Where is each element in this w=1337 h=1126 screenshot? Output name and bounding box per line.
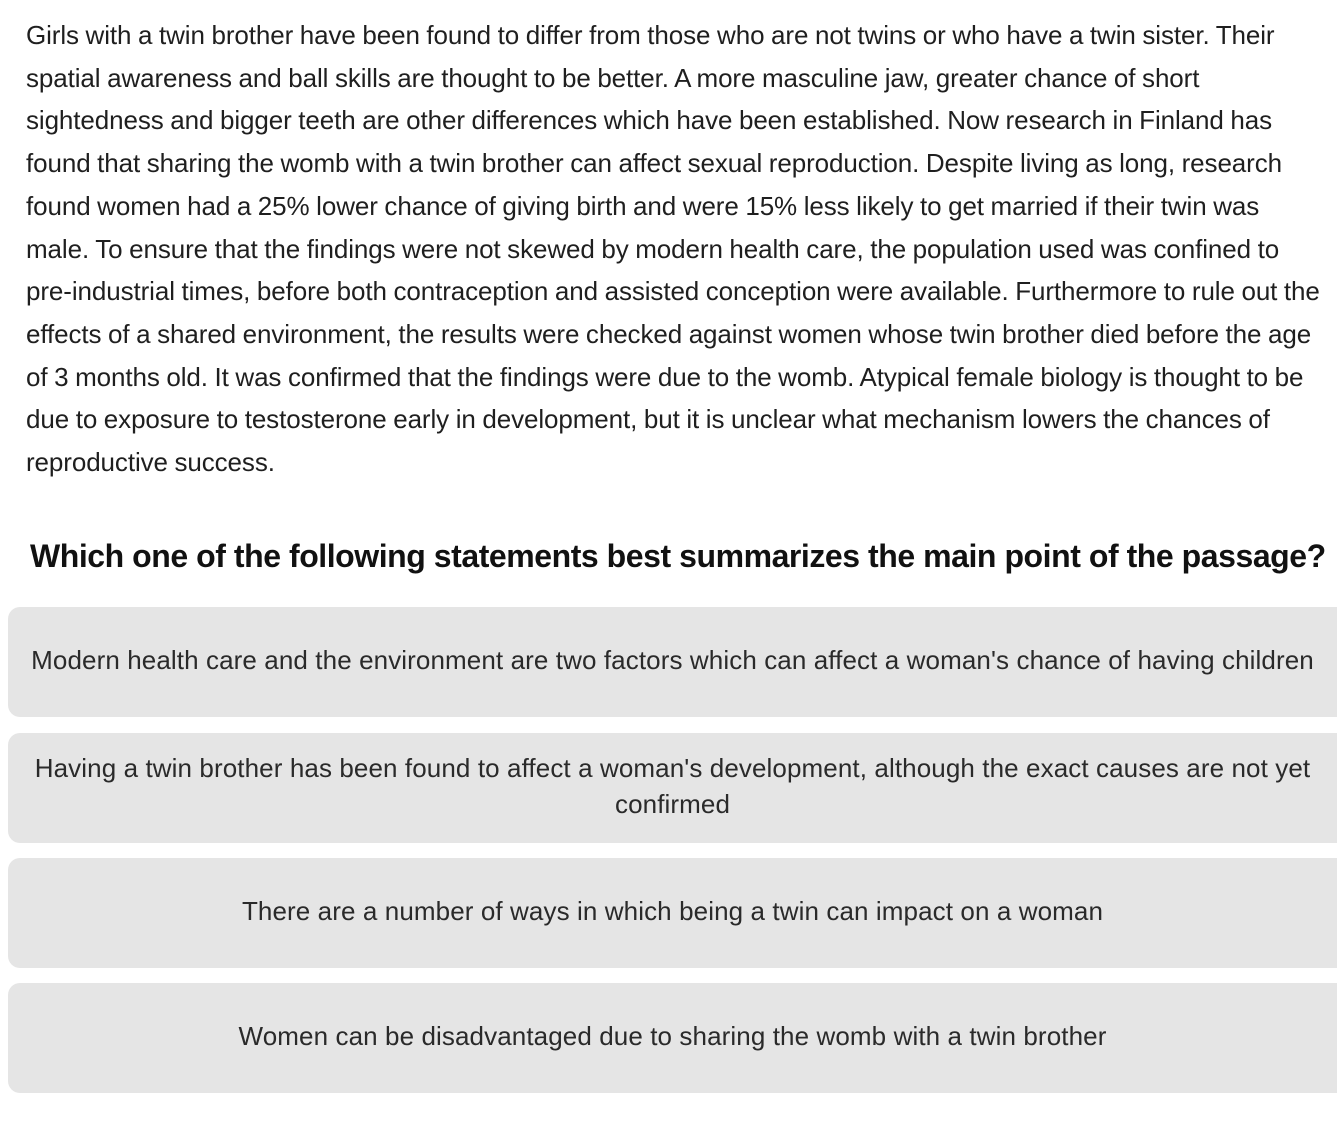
answer-option-label: Women can be disadvantaged due to sharing the womb with a twin brother bbox=[238, 1021, 1107, 1051]
question-prompt: Which one of the following statements best summarizes the main point of the passage? bbox=[30, 538, 1326, 574]
answer-option-label: There are a number of ways in which being a twin can impact on a woman bbox=[241, 896, 1104, 926]
answer-option-1[interactable] bbox=[8, 607, 1337, 717]
reading-passage: Girls with a twin brother have been found to differ from those who are not twins or who have a twin sister. Their spatial awareness and ball skills are thought to be better. A more masculine jaw, greater chance of short sightedness and bigger teeth are other differences which have been established. Now research in Finland has found that sharing the womb with a twin brother can affect sexual reproduction. Despite living as long, research found women had a 25% lower chance of giving birth and were 15% less likely to get married if their twin was male. To ensure that the findings were not skewed by modern health care, the population used was confined to pre-industrial times, before both contraception and assisted conception were available. Furthermore to rule out the effects of a shared environment, the results were checked against women whose twin brother died before the age of 3 months old. It was confirmed that the findings were due to the womb. Atypical female biology is thought to be due to exposure to testosterone early in development, but it is unclear what mechanism lowers the chances of reproductive success. bbox=[26, 20, 1320, 478]
answer-option-3[interactable] bbox=[8, 858, 1337, 968]
answer-option-label: Having a twin brother has been found to affect a woman's development, although the exact causes are not yet confirmed bbox=[34, 753, 1311, 819]
answer-option-2[interactable] bbox=[8, 733, 1337, 843]
answer-option-4[interactable] bbox=[8, 983, 1337, 1093]
answer-option-label: Modern health care and the environment are two factors which can affect a woman's chance of having children bbox=[31, 645, 1314, 675]
